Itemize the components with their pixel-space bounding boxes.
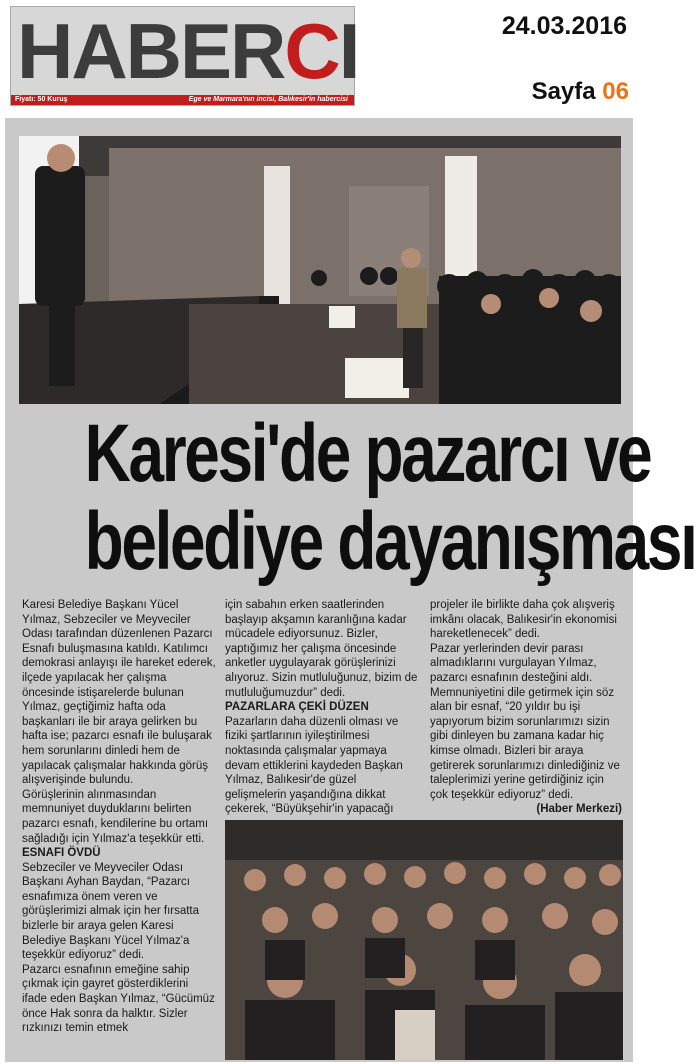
paragraph: Pazarların daha düzenli olması ve fiziki şartlarının iyileştirilmesi noktasında çalışmalar yapmaya devam ettiklerini kaydeden Başkan Yılmaz, Balıkesir'de güzel gelişmelerin yaşandığına dikkat çekerek, “Büyükşehir'in yapacağı <box>225 715 403 816</box>
paragraph: Görüşlerinin alınmasından memnuniyet duyduklarını belirten pazarcı esnafı, kendilerine bu ortamı sağladığı için Yılmaz'a teşekkür etti. <box>22 788 209 845</box>
paragraph: Pazar yerlerinden devir parası almadıklarını vurgulayan Yılmaz, pazarcı esnafının desteğini aldı. Memnuniyetini dile getirmek için söz alan bir esnaf, “20 yıldır bu işi yapıyorum bizim sorunlarımızı sizin gibi dinleyen bu zamana kadar hiç kimse olmadı. Bizleri bir araya getirerek sorunlarımızı dinlediğiniz ve taleplerimizi yerine getirdiğiniz için çok teşekkür ediyoruz” dedi. <box>430 642 620 801</box>
masthead-tagline: Ege ve Marmara'nın incisi, Balıkesir'in habercisi <box>188 96 348 103</box>
newspaper-masthead <box>10 6 359 106</box>
subheading-esnafi-ovdu: ESNAFI ÖVDÜ <box>22 847 101 860</box>
newspaper-logo: HABERCI <box>17 7 359 95</box>
paragraph: Sebzeciler ve Meyveciler Odası Başkanı Ayhan Baydan, “Pazarcı esnafımıza önem veren ve görüşlerimizi almak için her fırsatta bizlerle bir araya gelen Karesi Belediye Başkanı Yücel Yılmaz'a teşekkür ediyoruz” dedi. <box>22 861 200 962</box>
article-headline <box>84 408 696 587</box>
subheading-pazarlara-ceki-duzen: PAZARLARA ÇEKİ DÜZEN <box>225 701 369 714</box>
audience-photo <box>225 820 623 1060</box>
paragraph: Karesi Belediye Başkanı Yücel Yılmaz, Sebzeciler ve Meyveciler Odası tarafından düzenlenen Pazarcı Esnafı buluşmasına katıldı. Katılımcı demokrasi anlayışı ile hareket ederek, ilçede yapılacak her çalışma öncesinde istişarelerde bulunan Yılmaz, geçtiğimiz hafta oda başkanları ile bir araya gelirken bu hafta ise; pazarcı esnafı ile buluşarak hem sorunlarını dinledi hem de yapılacak çalışmalar hakkında görüş alışverişinde bulundu. <box>22 599 216 787</box>
paragraph: projeler ile birlikte daha çok alışveriş imkânı olacak, Balıkesir'in ekonomisi hareketlenecek” dedi. <box>430 599 617 641</box>
article-column-1 <box>22 598 216 1036</box>
headline-line-2: belediye dayanışması <box>84 496 696 587</box>
page-indicator <box>532 78 629 106</box>
issue-date: 24.03.2016 <box>501 12 627 40</box>
paragraph: için sabahın erken saatlerinden başlayıp akşamın karanlığına kadar mücadele ediyorsunuz. Bizler, yaptığımız her çalışma öncesinde anketler uygulayarak görüşlerinizi alıyoruz. Sizin mutluluğunuz, bizim de mutluluğumuzdur” dedi. <box>225 599 418 699</box>
event-hall-photo <box>19 136 621 404</box>
article-credit: (Haber Merkezi) <box>536 803 622 816</box>
price-label: Fiyatı: 50 Kuruş <box>15 96 68 103</box>
page-number: 06 <box>602 78 629 105</box>
page-label: Sayfa <box>531 78 596 105</box>
headline-line-1: Karesi'de pazarcı ve <box>84 408 651 499</box>
article-column-3 <box>430 598 622 817</box>
article-column-2 <box>225 598 419 817</box>
paragraph: Pazarcı esnafının emeğine sahip çıkmak için gayret gösterdiklerini ifade eden Başkan Yılmaz, “Gücümüz önce Hak sonra da halktır. Sizler rızkınızı temin etmek <box>22 963 215 1035</box>
